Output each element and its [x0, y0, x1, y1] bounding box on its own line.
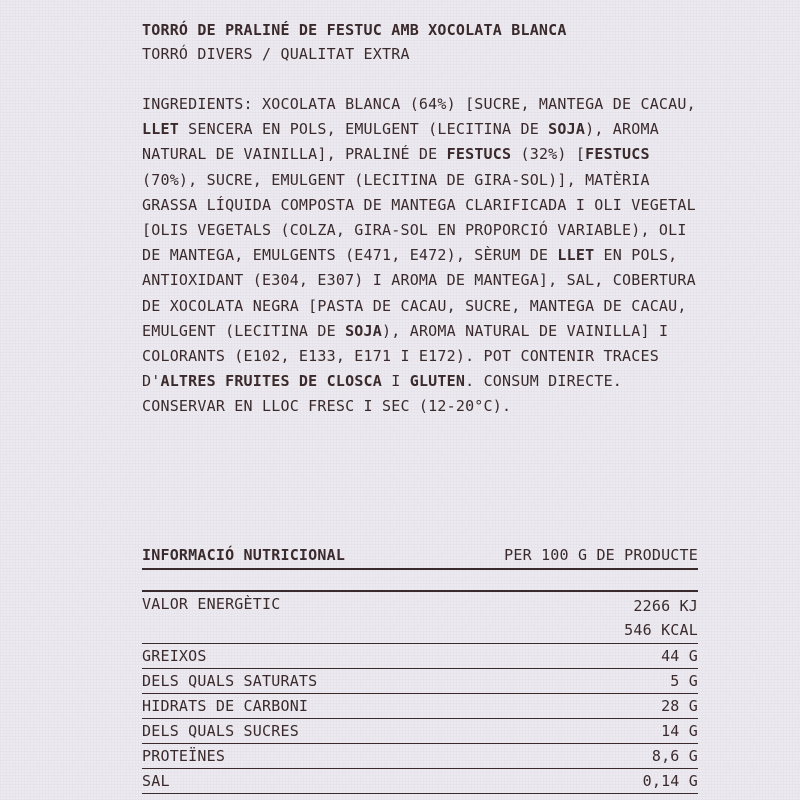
nutrition-table — [142, 590, 698, 794]
nutrition-header — [142, 540, 698, 570]
energy-kcal: 546 KCAL — [624, 621, 698, 639]
allergen: SOJA — [548, 120, 586, 139]
product-header — [142, 18, 698, 66]
nutrition-panel — [142, 540, 698, 794]
nutrition-row — [142, 644, 698, 669]
nutrition-row — [142, 769, 698, 794]
nutrition-heading: INFORMACIÓ NUTRICIONAL — [142, 546, 346, 564]
allergen: SOJA — [345, 321, 383, 340]
ingredient-text: SENCERA EN POLS, EMULGENT (LECITINA DE — [178, 120, 549, 139]
allergen: FESTUCS — [585, 145, 650, 164]
ingredient-text: ), AROMA NATURAL DE VAINILLA] I COLORANTS (E102, E133, E171 I E172). POT CONTENIR TRACES D' — [142, 321, 669, 391]
allergen: LLET — [557, 246, 595, 265]
ingredient-text: EN POLS, ANTIOXIDANT (E304, E307) I AROMA DE MANTEGA], SAL, COBERTURA DE XOCOLATA NEGRA [PASTA DE CACAU, SUCRE, MANTEGA DE CACAU, EMULGENT (LECITINA DE — [142, 246, 696, 340]
nutrient-label: GREIXOS — [142, 647, 207, 665]
energy-kj: 2266 KJ — [633, 597, 698, 615]
nutrition-row — [142, 719, 698, 744]
nutrition-per: PER 100 G DE PRODUCTE — [504, 546, 698, 564]
nutrient-value: 8,6 G — [651, 747, 698, 765]
nutrient-label: DELS QUALS SUCRES — [142, 722, 299, 740]
energy-values — [624, 594, 698, 642]
nutrient-label: HIDRATS DE CARBONI — [142, 697, 309, 715]
nutrient-value: 5 G — [670, 672, 698, 690]
nutrient-value: 28 G — [661, 697, 698, 715]
ingredient-text: (70%), SUCRE, EMULGENT (LECITINA DE GIRA-SOL)], MATÈRIA GRASSA LÍQUIDA COMPOSTA DE MANTEGA CLARIFICADA I OLI VEGETAL [OLIS VEGETALS (COLZA, GIRA-SOL EN PROPORCIÓ VARIABLE), OLI DE MANTEGA, EMULGENTS (E471, E472), SÈRUM DE — [142, 170, 696, 265]
nutrient-label: DELS QUALS SATURATS — [142, 672, 318, 690]
energy-label: VALOR ENERGÈTIC — [142, 595, 281, 613]
product-subtitle: TORRÓ DIVERS / QUALITAT EXTRA — [142, 45, 410, 63]
allergen: LLET — [142, 120, 179, 139]
allergen: FESTUCS — [446, 145, 512, 164]
product-name: TORRÓ DE PRALINÉ DE FESTUC AMB XOCOLATA BLANCA — [142, 21, 567, 39]
ingredient-text: (32%) [ — [511, 145, 586, 164]
nutrition-row — [142, 744, 698, 769]
nutrient-label: PROTEÏNES — [142, 747, 226, 765]
energy-row — [142, 592, 698, 644]
nutrition-row — [142, 694, 698, 719]
allergen: ALTRES FRUITES DE CLOSCA — [160, 372, 383, 391]
ingredient-text: . CONSUM DIRECTE. CONSERVAR EN LLOC FRESC I SEC (12-20°C). — [142, 372, 623, 416]
nutrient-value: 0,14 G — [642, 772, 698, 790]
nutrient-value: 14 G — [661, 722, 698, 740]
allergen: GLUTEN — [409, 372, 466, 391]
ingredients-text — [142, 92, 698, 420]
ingredient-text: I — [382, 372, 410, 391]
ingredient-text: INGREDIENTS: XOCOLATA BLANCA (64%) [SUCRE, MANTEGA DE CACAU, — [142, 95, 696, 113]
ingredient-text: ), AROMA NATURAL DE VAINILLA], PRALINÉ DE — [142, 120, 659, 164]
nutrient-value: 44 G — [661, 647, 698, 665]
nutrition-row — [142, 669, 698, 694]
nutrient-label: SAL — [142, 772, 170, 790]
